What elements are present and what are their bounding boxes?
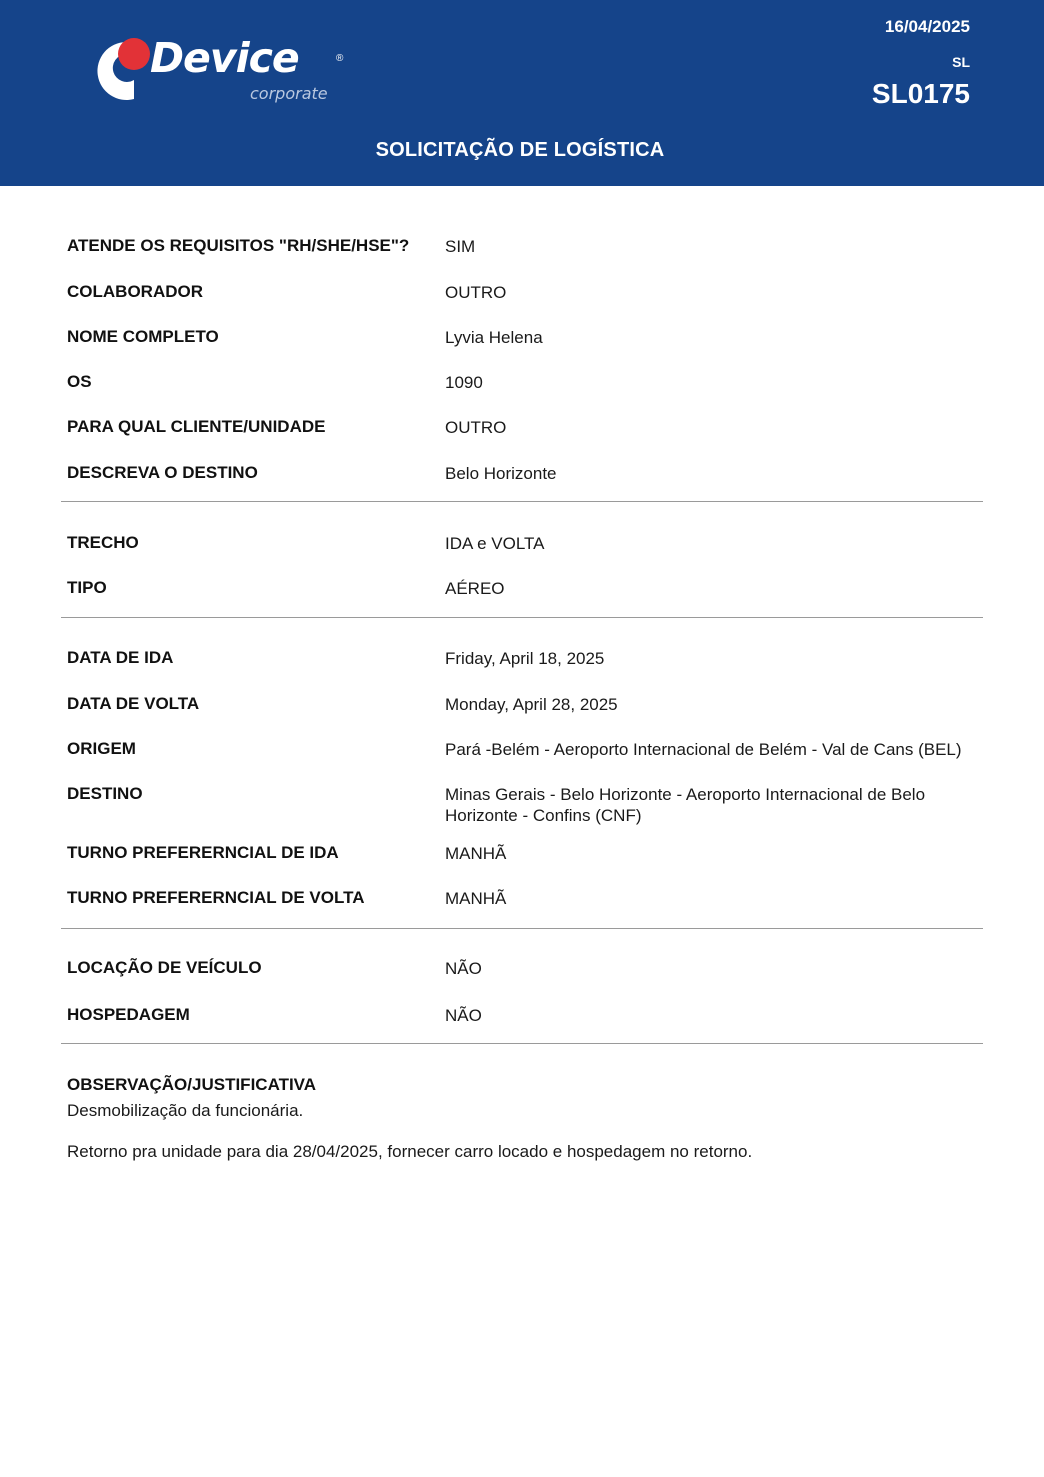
field-value: MANHÃ	[445, 889, 507, 908]
field-label: DESTINO	[67, 784, 143, 803]
field-value: NÃO	[445, 1006, 482, 1025]
field-value: Lyvia Helena	[445, 328, 543, 347]
header-date: 16/04/2025	[884, 17, 970, 36]
field-value: 1090	[445, 373, 483, 392]
field-label: LOCAÇÃO DE VEÍCULO	[67, 958, 262, 977]
field-value: SIM	[445, 237, 476, 256]
field-value: IDA e VOLTA	[445, 534, 545, 553]
field-value: NÃO	[445, 959, 482, 978]
field-label: DESCREVA O DESTINO	[67, 463, 258, 482]
document-title: SOLICITAÇÃO DE LOGÍSTICA	[375, 139, 665, 161]
request-code: SL0175	[871, 78, 970, 109]
field-label: ORIGEM	[67, 739, 136, 758]
section-divider	[61, 1043, 983, 1044]
observation-text: Retorno pra unidade para dia 28/04/2025, fornecer carro locado e hospedagem no retorno.	[67, 1142, 753, 1161]
section-divider	[61, 928, 983, 929]
section-divider	[61, 501, 983, 502]
section-divider	[61, 617, 983, 618]
field-label: TIPO	[67, 578, 107, 597]
field-label: TURNO PREFERERNCIAL DE IDA	[67, 843, 339, 862]
field-label: TRECHO	[67, 533, 139, 552]
field-label: ATENDE OS REQUISITOS "RH/SHE/HSE"?	[67, 236, 410, 255]
field-value: OUTRO	[445, 283, 507, 302]
field-value: Monday, April 28, 2025	[445, 695, 618, 714]
field-label: DATA DE IDA	[67, 648, 174, 667]
field-value: Pará -Belém - Aeroporto Internacional de Belém - Val de Cans (BEL)	[445, 740, 962, 759]
field-value: Belo Horizonte	[445, 464, 557, 483]
logo-subtitle: corporate	[250, 84, 328, 103]
field-value: OUTRO	[445, 418, 507, 437]
logo-registered-mark: ®	[336, 53, 344, 64]
field-value: AÉREO	[445, 579, 505, 598]
logo-wordmark: Device	[150, 34, 299, 82]
field-value: Friday, April 18, 2025	[445, 649, 605, 668]
field-label: PARA QUAL CLIENTE/UNIDADE	[67, 417, 326, 436]
field-label: COLABORADOR	[67, 282, 203, 301]
observation-title: OBSERVAÇÃO/JUSTIFICATIVA	[67, 1075, 317, 1094]
field-label: HOSPEDAGEM	[67, 1005, 190, 1024]
field-label: DATA DE VOLTA	[67, 694, 200, 713]
observation-text: Desmobilização da funcionária.	[67, 1101, 304, 1120]
field-label: OS	[67, 372, 92, 391]
logo-mark-icon	[96, 36, 156, 102]
header-type-code: SL	[952, 54, 970, 70]
field-value: Minas Gerais - Belo Horizonte - Aeroporto Internacional de Belo Horizonte - Confins (CNF)	[445, 785, 926, 825]
device-logo	[92, 32, 352, 108]
field-label: NOME COMPLETO	[67, 327, 219, 346]
field-label: TURNO PREFERERNCIAL DE VOLTA	[67, 888, 365, 907]
document-header	[0, 0, 1044, 186]
field-value: MANHÃ	[445, 844, 507, 863]
